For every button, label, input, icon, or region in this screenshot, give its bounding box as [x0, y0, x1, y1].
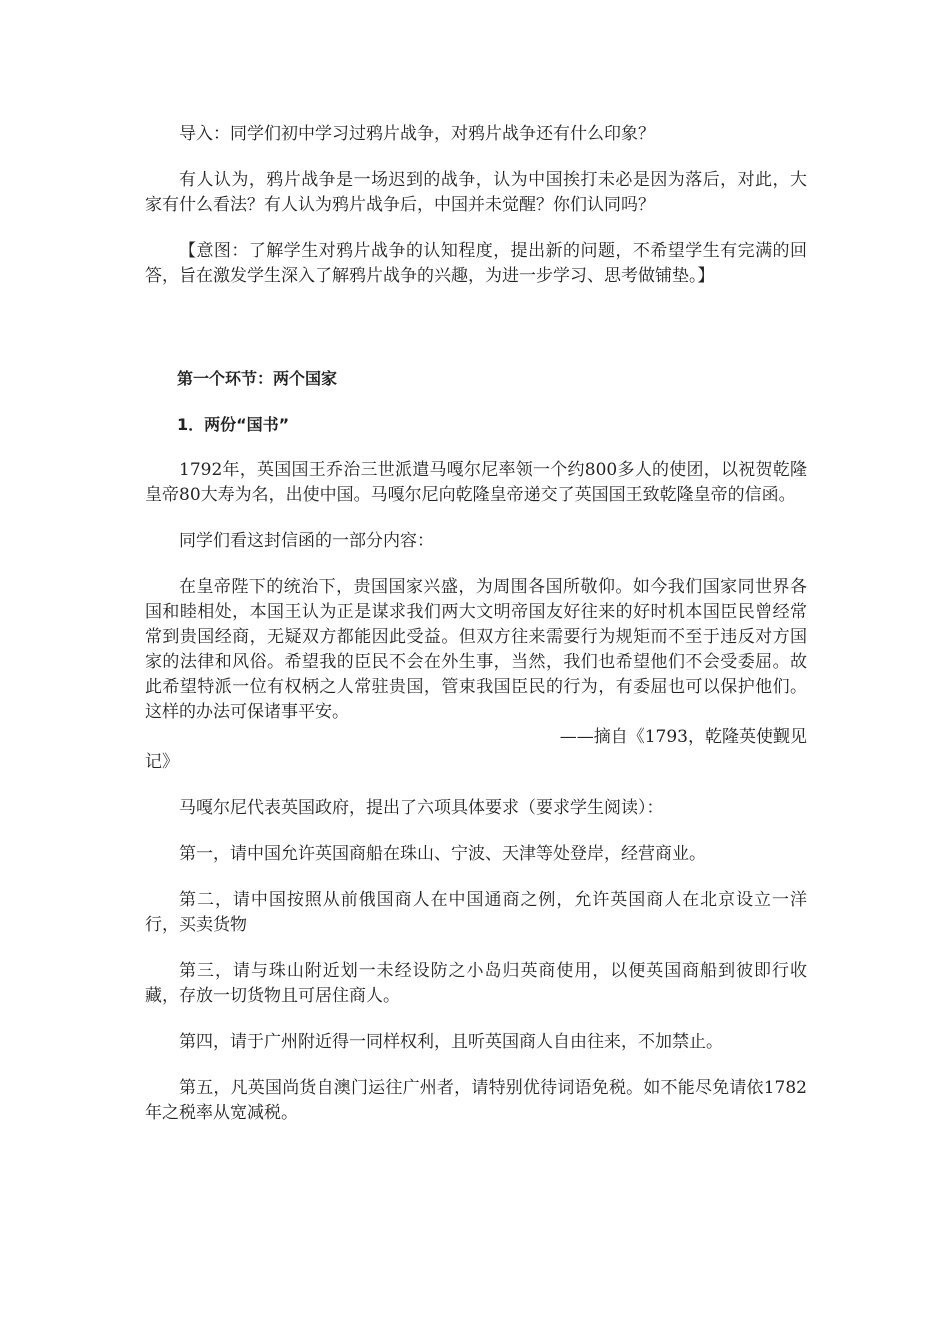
intent-note: 【意图：了解学生对鸦片战争的认知程度，提出新的问题，不希望学生有完满的回答，旨在激发学生深入了解鸦片战争的兴趣，为进一步学习、思考做铺垫。】: [145, 241, 807, 286]
demands-intro: 马嘎尔尼代表英国政府，提出了六项具体要求（要求学生阅读）：: [179, 798, 664, 818]
demand-item-2: 第二，请中国按照从前俄国商人在中国通商之例，允许英国商人在北京设立一洋行，买卖货物: [145, 890, 807, 935]
intro-discussion: 有人认为，鸦片战争是一场迟到的战争，认为中国挨打未必是因为落后，对此，大家有什么看法？有人认为鸦片战争后，中国并未觉醒？你们认同吗？: [145, 170, 807, 215]
demand-item-4: 第四，请于广州附近得一同样权利，且听英国商人自由往来，不加禁止。: [179, 1032, 723, 1052]
letter-quote: 在皇帝陛下的统治下，贵国国家兴盛，为周围各国所敬仰。如今我们国家同世界各国和睦相处，本国王认为正是谋求我们两大文明帝国友好往来的好时机本国臣民曾经常常到贵国经商，无疑双方都能因此受益。但双方往来需要行为规矩而不至于违反对方国家的法律和风俗。希望我的臣民不会在外生事，当然，我们也希望他们不会受委屈。故此希望特派一位有权柄之人常驻贵国，管束我国臣民的行为，有委屈也可以保护他们。这样的办法可保诸事平安。: [145, 577, 807, 722]
letter-excerpt: [145, 575, 807, 775]
demand-item-5: 第五，凡英国尚货自澳门运往广州者，请特别优待词语免税。如不能尽免请依1782年之税率从宽减税。: [145, 1078, 807, 1123]
quote-source: ——摘自《1793，乾隆英使觐见: [559, 727, 807, 747]
letter-intro: 同学们看这封信函的一部分内容：: [179, 531, 434, 551]
section-heading: 第一个环节：两个国家: [177, 369, 338, 388]
demand-item-1: 第一，请中国允许英国商船在珠山、宁波、天津等处登岸，经营商业。: [179, 844, 706, 864]
intro-question: 导入：同学们初中学习过鸦片战争，对鸦片战争还有什么印象？: [179, 124, 655, 144]
demand-item-3: 第三，请与珠山附近划一未经设防之小岛归英商使用，以便英国商船到彼即行收藏，存放一切货物且可居住商人。: [145, 961, 807, 1006]
quote-source-end: 记》: [145, 752, 179, 772]
subsection-heading: 1．两份“国书”: [177, 415, 290, 434]
document-body: [145, 122, 807, 1126]
narrative-paragraph: 1792年，英国国王乔治三世派遣马嘎尔尼率领一个约800多人的使团，以祝贺乾隆皇帝80大寿为名，出使中国。马嘎尔尼向乾隆皇帝递交了英国国王致乾隆皇帝的信函。: [145, 460, 807, 505]
